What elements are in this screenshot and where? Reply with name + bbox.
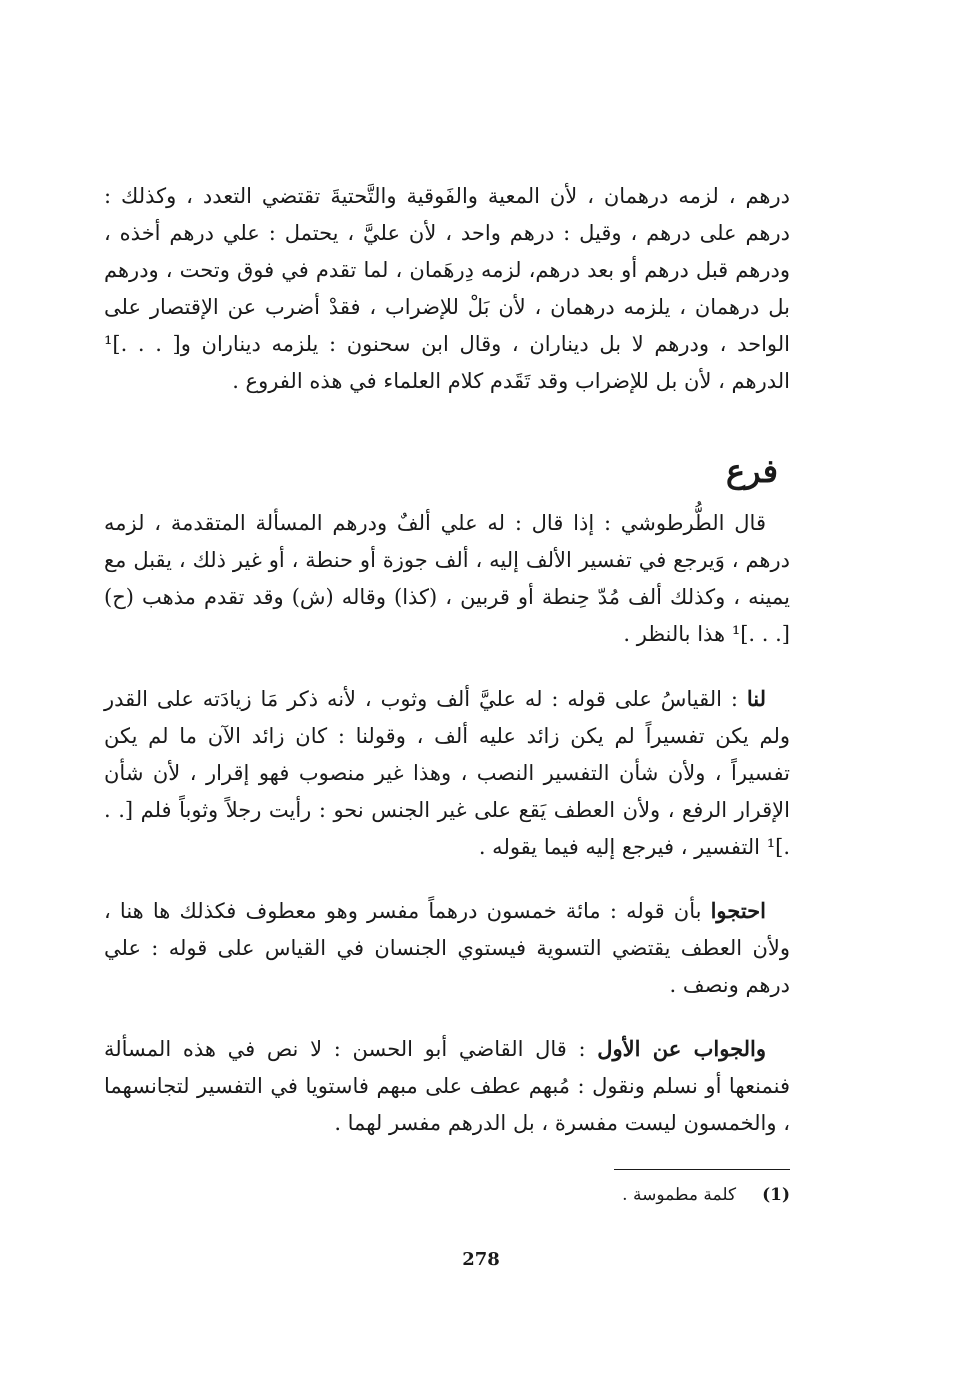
page-number: 278 <box>462 1249 500 1270</box>
paragraph-4-lead: والجواب عن الأول <box>597 1036 766 1061</box>
intro-paragraph <box>104 178 790 400</box>
section-title: فرع <box>725 452 778 490</box>
footnote-text: كلمة مطموسة . <box>622 1185 737 1205</box>
paragraph-2-lead: لنا <box>746 686 766 711</box>
paragraph-2-text: : القياسُ على قوله : له عليَّ ألف وثوب ، لأنه ذكر مَا زيادَته على القدر ولم يكن تفسيراً لم يكن زائد عليه ألف ، وقولنا : كان زائد الآن ما لم يكن تفسيراً ، ولأن شأن التفسير النصب ، وهذا غير منصوب فهو إقرار ، لأن شأن الإقرار الرفع ، ولأن العطف يَقع على غير الجنس نحو : رأيت رجلاً وثوباً فلم [. . .]¹ التفسير ، فيرجع إليه فيما يقوله . <box>104 687 790 859</box>
paragraph-2 <box>104 680 790 866</box>
paragraph-4-text: : قال القاضي أبو الحسن : لا نص في هذه المسألة فنمنعها أو نسلم ونقول : مُبهم عطف على مبهم فاستويا في التفسير لتجانسهما ، والخمسون ليست مفسرة ، بل الدرهم مفسر لهما . <box>104 1037 790 1135</box>
paragraph-3-lead: احتجوا <box>710 898 766 923</box>
paragraph-4 <box>104 1030 790 1142</box>
paragraph-1-text: قال الطُّرطوشي : إذا قال : له علي ألفٌ ودرهم المسألة المتقدمة ، لزمه درهم ، وَيرجع في تفسير الألف إليه ، ألف جوزة أو حنطة ، أو غير ذلك ، يقبل مع يمينه ، وكذلك ألف مُدّ حِنطة أو قربين ، (كذا) وقاله (ش) وقد تقدم مذهب (ح) [. . .]¹ هذا بالنظر . <box>104 511 790 646</box>
paragraph-3-text: بأن قوله : مائة خمسون درهماً مفسر وهو معطوف فكذلك ها هنا ، ولأن العطف يقتضي التسوية فيستوي الجنسان في القياس على قوله : علي درهم ونصف . <box>104 899 790 997</box>
footnote-number: (1) <box>762 1185 790 1205</box>
paragraph-1 <box>104 505 790 653</box>
footnote-divider <box>614 1169 790 1170</box>
intro-text: درهم ، لزمه درهمان ، لأن المعية والفَوقية والتَّحتيةَ تقتضي التعدد ، وكذلك : درهم على درهم ، وقيل : درهم واحد ، لأن عليَّ ، يحتمل : علي درهم أخذه ، ودرهم قبل درهم أو بعد درهم، لزمه دِرهَمان ، لما تقدم في فوق وتحت ، ودرهم بل درهمان ، يلزمه درهمان ، لأن بَلْ للإضراب ، فقدْ أضرب عن الإقتصار على الواحد ، ودرهم لا بل ديناران ، وقال ابن سحنون : يلزمه ديناران و[ . . .]¹ الدرهم ، لأن بل للإضراب وقد تَقَدم كلام العلماء في هذه الفروع . <box>104 184 790 393</box>
paragraph-3 <box>104 892 790 1004</box>
footnote <box>622 1183 790 1207</box>
